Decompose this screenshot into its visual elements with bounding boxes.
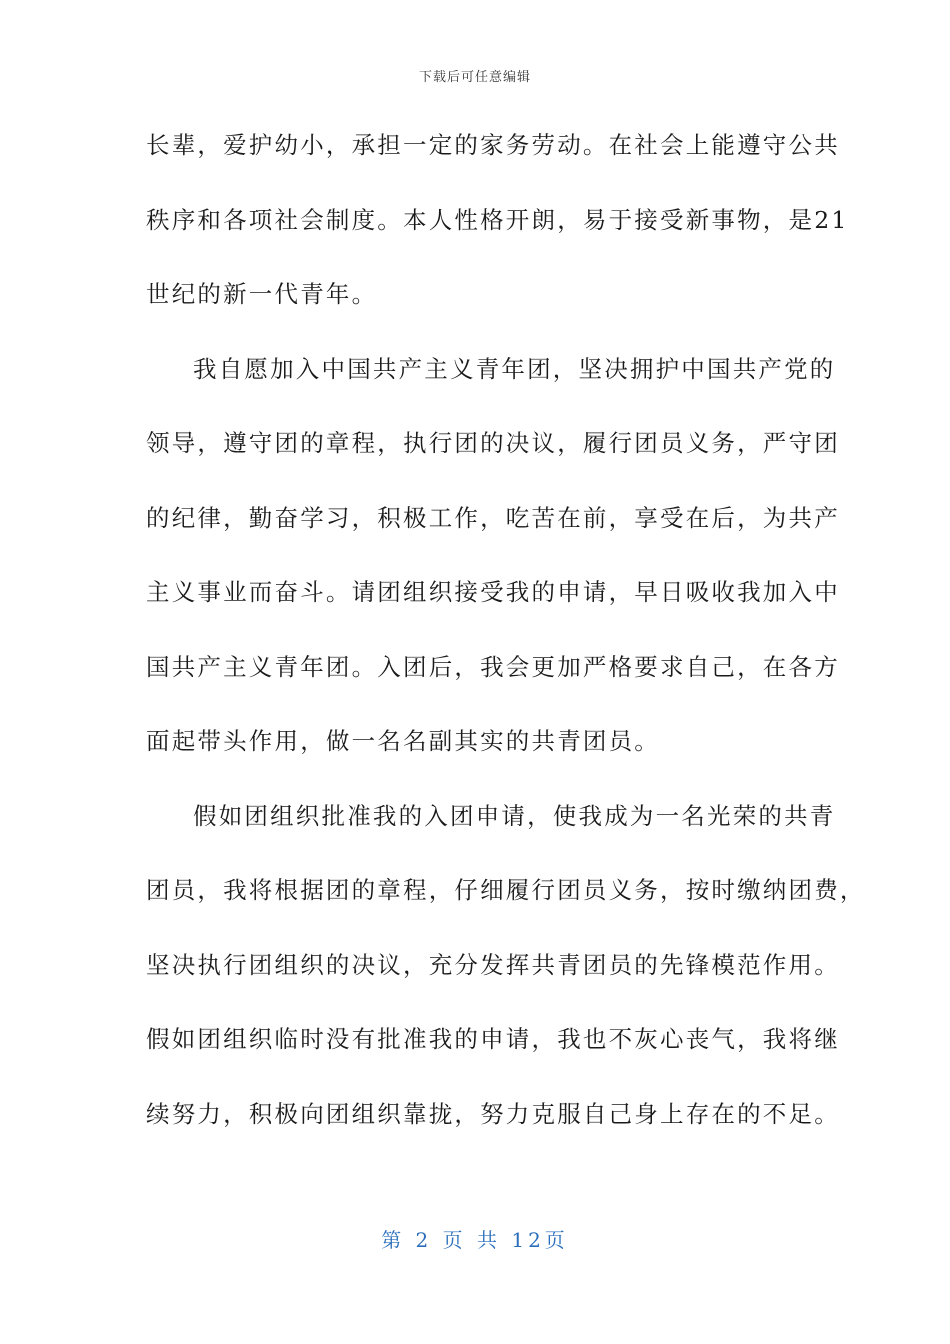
text-line: 假如团组织临时没有批准我的申请，我也不灰心丧气，我将继	[146, 1025, 840, 1053]
document-body	[146, 120, 866, 1163]
text-line: 长辈，爱护幼小，承担一定的家务劳动。在社会上能遵守公共	[146, 131, 840, 159]
text-line: 秩序和各项社会制度。本人性格开朗，易于接受新事物，是21	[146, 205, 849, 234]
page-footer: 第 2 页 共 12页	[381, 1228, 569, 1252]
text-line: 世纪的新一代青年。	[146, 280, 378, 308]
text-line: 续努力，积极向团组织靠拢，努力克服自己身上存在的不足。	[146, 1099, 840, 1128]
text-line: 领导，遵守团的章程，执行团的决议，履行团员义务，严守团	[146, 429, 840, 457]
paragraph-first-line: 我自愿加入中国共产主义青年团，坚决拥护中国共产党的	[193, 354, 836, 383]
text-line: 面起带头作用，做一名名副其实的共青团员。	[146, 727, 660, 755]
text-line: 团员，我将根据团的章程，仔细履行团员义务，按时缴纳团费，	[146, 876, 866, 904]
page-header: 下载后可任意编辑	[418, 70, 531, 85]
text-line: 国共产主义青年团。入团后，我会更加严格要求自己，在各方	[146, 652, 840, 681]
paragraph-first-line: 假如团组织批准我的入团申请，使我成为一名光荣的共青	[193, 801, 836, 830]
text-line: 的纪律，勤奋学习，积极工作，吃苦在前，享受在后，为共产	[146, 503, 840, 532]
text-line: 主义事业而奋斗。请团组织接受我的申请，早日吸收我加入中	[146, 578, 840, 606]
text-line: 坚决执行团组织的决议，充分发挥共青团员的先锋模范作用。	[146, 950, 840, 979]
